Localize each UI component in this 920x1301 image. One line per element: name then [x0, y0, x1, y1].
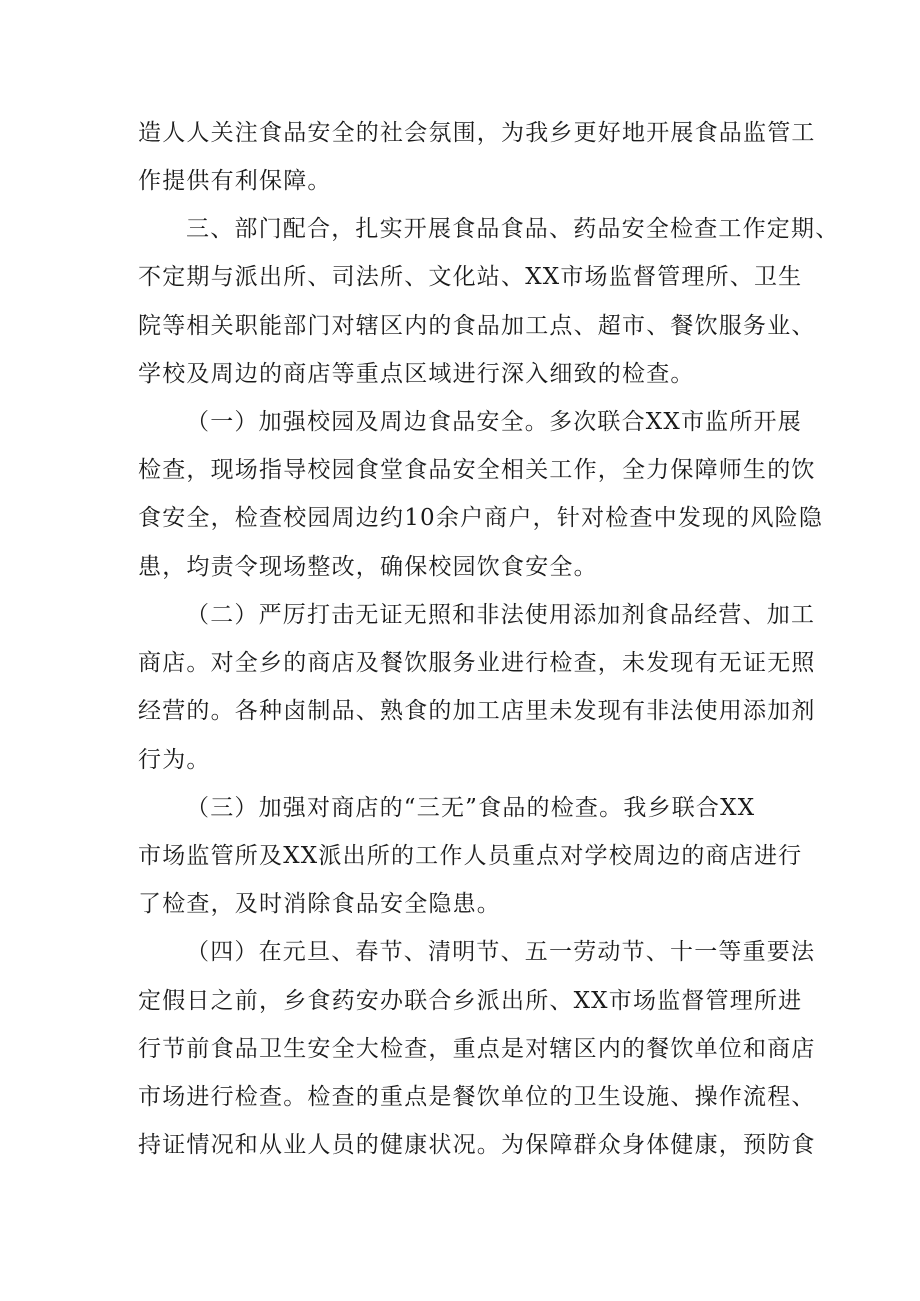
- paragraph-3-heading-line: 三、部门配合，扎实开展食品食品、药品安全检查工作定期、: [186, 216, 840, 242]
- subsection-3-heading-line: （三）加强对商店的“三无”食品的检查。我乡联合XX: [186, 795, 756, 821]
- text-line: 不定期与派出所、司法所、文化站、XX市场监督管理所、卫生: [138, 264, 803, 290]
- text-line: 食安全，检查校园周边约10余户商户，针对检查中发现的风险隐: [138, 505, 824, 531]
- text-line: 经营的。各种卤制品、熟食的加工店里未发现有非法使用添加剂: [138, 698, 816, 724]
- text-line: 作提供有利保障。: [138, 168, 332, 194]
- text-line: 定假日之前，乡食药安办联合乡派出所、XX市场监督管理所进: [138, 988, 803, 1014]
- text-line: 患，均责令现场整改，确保校园饮食安全。: [138, 554, 598, 580]
- text-line: 了检查，及时消除食品安全隐患。: [138, 891, 501, 917]
- text-line: 市场进行检查。检查的重点是餐饮单位的卫生设施、操作流程、: [138, 1084, 816, 1110]
- subsection-2-heading-line: （二）严厉打击无证无照和非法使用添加剂食品经营、加工: [186, 602, 816, 628]
- text-line: 学校及周边的商店等重点区域进行深入细致的检查。: [138, 361, 695, 387]
- text-line: 持证情况和从业人员的健康状况。为保障群众身体健康，预防食: [138, 1132, 816, 1158]
- subsection-4-heading-line: （四）在元旦、春节、清明节、五一劳动节、十一等重要法: [186, 939, 816, 965]
- text-line: 行为。: [138, 747, 211, 773]
- text-line: 院等相关职能部门对辖区内的食品加工点、超市、餐饮服务业、: [138, 313, 816, 339]
- text-line: 行节前食品卫生安全大检查，重点是对辖区内的餐饮单位和商店: [138, 1036, 816, 1062]
- text-line: 造人人关注食品安全的社会氛围，为我乡更好地开展食品监管工: [138, 120, 816, 146]
- subsection-1-heading-line: （一）加强校园及周边食品安全。多次联合XX市监所开展: [186, 409, 802, 435]
- text-line: 市场监管所及XX派出所的工作人员重点对学校周边的商店进行: [138, 843, 803, 869]
- text-line: 检查，现场指导校园食堂食品安全相关工作，全力保障师生的饮: [138, 457, 816, 483]
- text-line: 商店。对全乡的商店及餐饮服务业进行检查，未发现有无证无照: [138, 650, 816, 676]
